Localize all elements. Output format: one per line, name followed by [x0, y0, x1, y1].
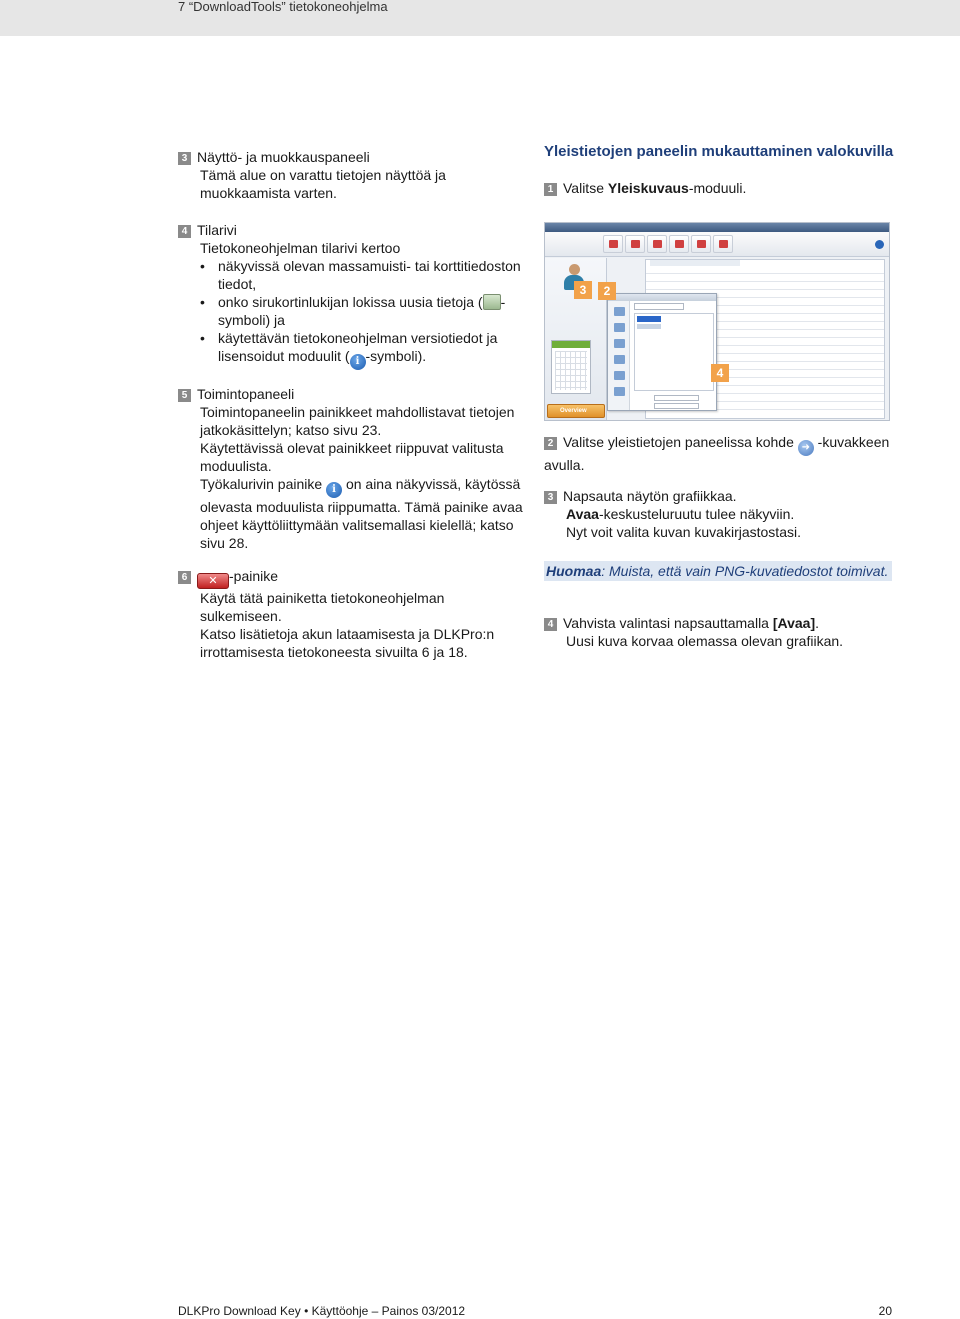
item-title: -painike — [229, 568, 279, 584]
info-icon — [875, 240, 884, 249]
step-text-bold: Yleiskuvaus — [607, 180, 689, 196]
note-box — [544, 561, 892, 581]
list-item-text: -symboli). — [365, 348, 427, 364]
list-item-text: - symboli) ja — [218, 294, 506, 328]
toolbar-button — [669, 235, 689, 253]
item-close-button — [178, 567, 528, 661]
dialog-places — [608, 301, 630, 410]
step-1 — [544, 179, 892, 197]
note-label: Huomaa — [546, 563, 602, 579]
step-text-bold: [Avaa] — [772, 615, 816, 631]
step-text: -moduuli. — [688, 180, 747, 196]
callout-marker-4: 4 — [711, 364, 729, 382]
arrow-icon: ➜ — [798, 440, 814, 456]
item-title: Näyttö- ja muokkauspaneeli — [197, 149, 370, 165]
number-badge: 1 — [544, 183, 557, 196]
footer-text: DLKPro Download Key • Käyttöohje – Painos 03/2012 — [178, 1304, 466, 1318]
toolbar-button — [691, 235, 711, 253]
info-icon: i — [350, 354, 366, 370]
close-icon: ✕ — [197, 573, 229, 589]
item-text: Käytettävissä olevat painikkeet riippuvat valitusta moduulista. — [200, 440, 504, 474]
item-text — [178, 475, 528, 552]
step-4 — [544, 614, 892, 650]
number-badge: 6 — [178, 571, 191, 584]
item-title: Tilarivi — [197, 222, 237, 238]
step-2 — [544, 433, 892, 474]
list-item — [200, 293, 528, 329]
item-action-panel — [178, 385, 528, 552]
callout-marker-3: 3 — [574, 281, 592, 299]
chapter-title: 7 “DownloadTools” tietokoneohjelma — [178, 0, 388, 14]
toolbar-button — [647, 235, 667, 253]
step-3 — [544, 487, 892, 541]
step-text: Valitse — [563, 180, 608, 196]
open-file-dialog — [607, 293, 717, 411]
step-text: -keskusteluruutu tulee näkyviin. — [598, 506, 795, 522]
file-type-field — [654, 403, 699, 409]
card-log-icon — [483, 294, 501, 310]
toolbar-button — [625, 235, 645, 253]
item-text-part: on aina näkyvissä, käytössä olevasta moduulista riippumatta. Tämä painike avaa ohjeet käyttöliittymään valitsemallasi kielellä; katso sivu 28. — [200, 476, 523, 551]
item-text: Käytä tätä painiketta tietokoneohjelman sulkemiseen. — [200, 590, 445, 624]
bullet-list — [178, 257, 528, 370]
number-badge: 4 — [544, 618, 557, 631]
number-badge: 3 — [544, 491, 557, 504]
item-status-bar — [178, 221, 528, 370]
software-screenshot — [544, 222, 890, 421]
list-item: • näkyvissä olevan massamuisti- tai korttitiedoston tiedot, — [200, 257, 528, 293]
step-text: Uusi kuva korvaa olemassa olevan grafiikan. — [566, 633, 844, 649]
item-intro: Tietokoneohjelman tilarivi kertoo — [200, 240, 401, 256]
item-text-part: Työkalurivin painike — [200, 476, 323, 492]
step-text: Napsauta näytön grafiikkaa. — [563, 488, 737, 504]
panel-header — [650, 260, 740, 266]
item-text: Tämä alue on varattu tietojen näyttöä ja muokkaamista varten. — [200, 167, 446, 201]
info-icon: i — [326, 482, 342, 498]
toolbar-button — [713, 235, 733, 253]
calendar-icon — [551, 340, 591, 394]
step-text: Valitse yleistietojen paneelissa kohde — [563, 434, 794, 450]
file-list — [634, 313, 714, 391]
item-title: Toimintopaneeli — [197, 386, 295, 402]
callout-marker-2: 2 — [598, 282, 616, 300]
step-text: -kuvakkeen avulla. — [544, 434, 890, 473]
overview-label: Overview — [560, 408, 587, 414]
item-display-panel — [178, 148, 528, 202]
number-badge: 5 — [178, 389, 191, 402]
step-text: Nyt voit valita kuvan kuvakirjastostasi. — [566, 524, 801, 540]
toolbar-button — [603, 235, 623, 253]
step-text: . — [815, 615, 820, 631]
item-text: Toimintopaneelin painikkeet mahdollistavat tietojen jatkokäsittelyn; katso sivu 23. — [200, 404, 515, 438]
look-in-select — [634, 303, 684, 310]
number-badge: 3 — [178, 152, 191, 165]
overview-button — [547, 404, 605, 418]
step-text-bold: Avaa — [566, 506, 599, 522]
number-badge: 4 — [178, 225, 191, 238]
page-header — [0, 0, 960, 36]
toolbar — [545, 232, 889, 257]
list-item — [200, 329, 528, 370]
file-name-field — [654, 395, 699, 401]
step-text: Vahvista valintasi napsauttamalla — [563, 615, 773, 631]
page-number: 20 — [878, 1304, 892, 1318]
number-badge: 2 — [544, 437, 557, 450]
list-item-text: käytettävän tietokoneohjelman versiotiedot ja lisensoidut moduulit ( — [218, 330, 498, 364]
item-text: Katso lisätietoja akun lataamisesta ja DLKPro:n irrottamisesta tietokoneesta sivuilta 6 ja 18. — [200, 626, 495, 660]
note-text: : Muista, että vain PNG-kuvatiedostot toimivat. — [601, 563, 889, 579]
page-footer — [178, 1304, 892, 1318]
window-titlebar — [545, 223, 889, 232]
list-item-text: onko sirukortinlukijan lokissa uusia tietoja ( — [218, 294, 483, 310]
section-heading: Yleistietojen paneelin mukauttaminen valokuvilla — [544, 143, 894, 160]
